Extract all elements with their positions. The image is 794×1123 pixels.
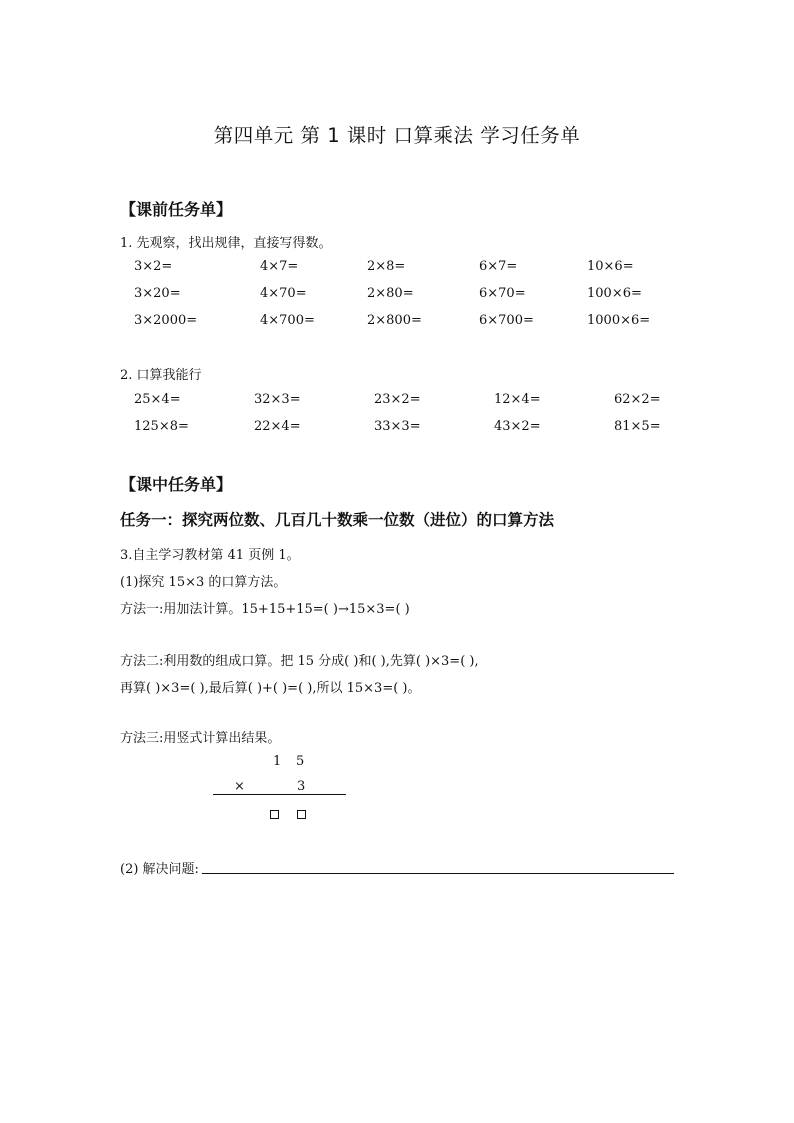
q1-grid-cell: 2×80=	[367, 286, 414, 301]
q2-grid-cell: 25×4=	[134, 392, 181, 407]
answer-box-2[interactable]	[297, 810, 306, 819]
vertical-multiplier: 3	[297, 779, 306, 794]
q1-grid-cell: 4×7=	[260, 259, 299, 274]
q2-grid-cell: 62×2=	[614, 392, 661, 407]
q2-grid-cell: 12×4=	[494, 392, 541, 407]
q1-grid-cell: 2×8=	[367, 259, 406, 274]
q2-grid-cell: 43×2=	[494, 419, 541, 434]
q1-grid-cell: 4×700=	[260, 313, 315, 328]
task1-title: 任务一：探究两位数、几百几十数乘一位数（进位）的口算方法	[120, 511, 555, 529]
q2-grid-cell: 23×2=	[374, 392, 421, 407]
q2-grid-cell: 22×4=	[254, 419, 301, 434]
q1-grid-cell: 6×70=	[479, 286, 526, 301]
q2-grid-cell: 32×3=	[254, 392, 301, 407]
part2-label: (2) 解决问题:	[120, 862, 199, 877]
vertical-digit-1: 1	[273, 754, 282, 769]
answer-box-1[interactable]	[270, 810, 279, 819]
q1-grid-cell: 2×800=	[367, 313, 422, 328]
q2-grid-cell: 125×8=	[134, 419, 189, 434]
method2-line1: 方法二:利用数的组成口算。把 15 分成( )和( ),先算( )×3=( ),	[120, 654, 479, 669]
q1-grid-cell: 6×7=	[479, 259, 518, 274]
method2-line2: 再算( )×3=( ),最后算( )+( )=( ),所以 15×3=( )。	[120, 681, 421, 696]
q1-grid-cell: 6×700=	[479, 313, 534, 328]
q1-grid-cell: 10×6=	[587, 259, 634, 274]
q1-grid-cell: 100×6=	[587, 286, 642, 301]
q1-grid-cell: 3×2=	[134, 259, 173, 274]
q1-grid-cell: 3×20=	[134, 286, 181, 301]
part1-text: (1)探究 15×3 的口算方法。	[120, 575, 287, 590]
q1-grid-cell: 3×2000=	[134, 313, 198, 328]
vertical-rule	[213, 794, 346, 795]
q2-label: 2. 口算我能行	[120, 368, 202, 383]
q2-grid-cell: 81×5=	[614, 419, 661, 434]
q1-grid-cell: 4×70=	[260, 286, 307, 301]
q1-label: 1. 先观察，找出规律，直接写得数。	[120, 236, 332, 251]
method3-text: 方法三:用竖式计算出结果。	[120, 731, 281, 746]
vertical-digit-2: 5	[296, 754, 305, 769]
vertical-times-sign: ×	[234, 779, 245, 794]
page-title: 第四单元 第 1 课时 口算乘法 学习任务单	[213, 124, 581, 147]
q2-grid-cell: 33×3=	[374, 419, 421, 434]
method1-text: 方法一:用加法计算。15+15+15=( )→15×3=( )	[120, 602, 410, 617]
pre-class-heading: 【课前任务单】	[120, 200, 233, 219]
q3-text: 3.自主学习教材第 41 页例 1。	[120, 548, 300, 563]
q1-grid-cell: 1000×6=	[587, 313, 651, 328]
in-class-heading: 【课中任务单】	[120, 475, 233, 494]
answer-line[interactable]	[202, 873, 674, 874]
